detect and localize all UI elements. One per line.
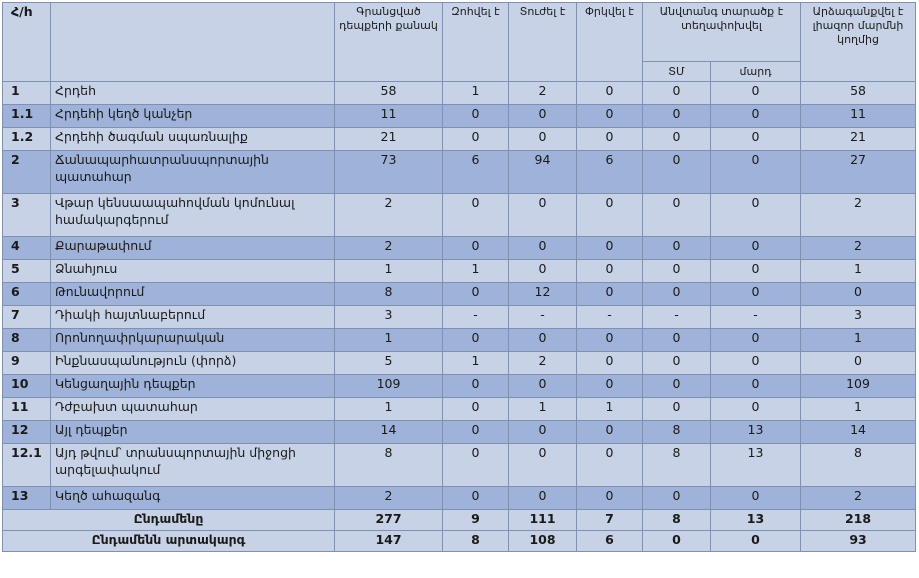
row-value: 0 <box>643 151 711 194</box>
row-name: Դիակի հայտնաբերում <box>51 306 335 329</box>
table-row <box>3 82 916 105</box>
row-number: 13 <box>3 487 51 510</box>
row-value: 8 <box>643 444 711 487</box>
table-row <box>3 260 916 283</box>
row-value: 14 <box>801 421 916 444</box>
row-value: 2 <box>801 237 916 260</box>
row-value: 0 <box>577 421 643 444</box>
row-value: 1 <box>443 352 509 375</box>
row-value: 0 <box>509 128 577 151</box>
row-value: 0 <box>443 329 509 352</box>
row-value: 8 <box>643 421 711 444</box>
table-row <box>3 105 916 128</box>
row-value: 0 <box>711 128 801 151</box>
row-name: Դժբախտ պատահար <box>51 398 335 421</box>
row-value: 1 <box>509 398 577 421</box>
table-row <box>3 151 916 194</box>
row-number: 1.2 <box>3 128 51 151</box>
row-value: 0 <box>577 260 643 283</box>
total-value: 9 <box>443 510 509 531</box>
row-value: 0 <box>509 194 577 237</box>
row-value: 0 <box>577 375 643 398</box>
row-value: 5 <box>335 352 443 375</box>
row-value: 0 <box>711 194 801 237</box>
table-row <box>3 283 916 306</box>
row-value: 8 <box>801 444 916 487</box>
row-value: 0 <box>643 237 711 260</box>
row-value: 0 <box>577 194 643 237</box>
row-value: 0 <box>711 398 801 421</box>
table-body <box>3 82 916 552</box>
row-value: 0 <box>509 487 577 510</box>
row-value: 0 <box>711 352 801 375</box>
incident-statistics-table <box>2 2 916 552</box>
row-value: 0 <box>801 283 916 306</box>
row-value: 0 <box>443 105 509 128</box>
row-value: 13 <box>711 444 801 487</box>
total-value: 111 <box>509 510 577 531</box>
row-value: 0 <box>509 105 577 128</box>
row-value: 8 <box>335 444 443 487</box>
row-number: 12.1 <box>3 444 51 487</box>
total-value: 7 <box>577 510 643 531</box>
total-value: 0 <box>711 531 801 552</box>
total-value: 13 <box>711 510 801 531</box>
row-value: 0 <box>509 444 577 487</box>
row-value: 0 <box>443 375 509 398</box>
header-injured: Տուժել է <box>509 3 577 82</box>
row-value: 12 <box>509 283 577 306</box>
table-row <box>3 329 916 352</box>
row-name: Հրդեհի ծագման սպառնալիք <box>51 128 335 151</box>
row-value: 0 <box>577 487 643 510</box>
row-value: 13 <box>711 421 801 444</box>
row-value: 1 <box>335 398 443 421</box>
row-value: 0 <box>577 82 643 105</box>
row-value: 21 <box>801 128 916 151</box>
table-row <box>3 352 916 375</box>
row-value: 0 <box>509 329 577 352</box>
header-evacuated-vehicles: ՏՄ <box>643 62 711 82</box>
row-value: 0 <box>711 260 801 283</box>
table-row <box>3 487 916 510</box>
row-value: 0 <box>577 237 643 260</box>
header-rescued: Փրկվել է <box>577 3 643 82</box>
row-value: 0 <box>577 128 643 151</box>
row-value: 6 <box>443 151 509 194</box>
row-value: 109 <box>335 375 443 398</box>
row-value: 0 <box>509 375 577 398</box>
row-value: 0 <box>711 487 801 510</box>
total-value: 6 <box>577 531 643 552</box>
row-value: 0 <box>643 375 711 398</box>
row-value: 8 <box>335 283 443 306</box>
row-value: 58 <box>801 82 916 105</box>
row-value: 0 <box>711 375 801 398</box>
row-name: Որոնողափրկարարական <box>51 329 335 352</box>
row-value: 2 <box>801 487 916 510</box>
row-value: 109 <box>801 375 916 398</box>
row-value: 0 <box>443 128 509 151</box>
row-value: 0 <box>643 128 711 151</box>
row-value: 58 <box>335 82 443 105</box>
row-value: 0 <box>643 283 711 306</box>
row-value: 0 <box>643 105 711 128</box>
row-name: Ճանապարհատրանսպորտային պատահար <box>51 151 335 194</box>
row-value: 0 <box>443 487 509 510</box>
row-value: 0 <box>577 105 643 128</box>
header-reported: Գրանցված դեպքերի քանակ <box>335 3 443 82</box>
row-name: Հրդեհի կեղծ կանչեր <box>51 105 335 128</box>
row-value: 0 <box>577 352 643 375</box>
row-value: 2 <box>335 194 443 237</box>
row-number: 2 <box>3 151 51 194</box>
total-value: 0 <box>643 531 711 552</box>
row-value: 0 <box>443 444 509 487</box>
row-value: 6 <box>577 151 643 194</box>
row-value: 0 <box>509 421 577 444</box>
header-number: Հ/h <box>3 3 51 82</box>
table-row <box>3 398 916 421</box>
row-value: 0 <box>711 82 801 105</box>
row-value: 0 <box>443 283 509 306</box>
row-value: 11 <box>335 105 443 128</box>
row-value: 11 <box>801 105 916 128</box>
row-value: 0 <box>443 194 509 237</box>
row-value: 0 <box>577 444 643 487</box>
row-number: 12 <box>3 421 51 444</box>
row-value: 1 <box>801 260 916 283</box>
row-name: Թունավորում <box>51 283 335 306</box>
total-value: 218 <box>801 510 916 531</box>
total-value: 108 <box>509 531 577 552</box>
row-value: 73 <box>335 151 443 194</box>
row-value: 2 <box>335 237 443 260</box>
row-name: Այլ դեպքեր <box>51 421 335 444</box>
row-value: 2 <box>509 82 577 105</box>
row-name: Հրդեհ <box>51 82 335 105</box>
table-row <box>3 128 916 151</box>
row-number: 8 <box>3 329 51 352</box>
row-value: - <box>577 306 643 329</box>
row-value: 0 <box>643 487 711 510</box>
row-value: 0 <box>443 237 509 260</box>
table-row <box>3 237 916 260</box>
row-value: 0 <box>509 260 577 283</box>
row-value: 3 <box>801 306 916 329</box>
row-value: 1 <box>335 260 443 283</box>
table-row <box>3 444 916 487</box>
row-value: 14 <box>335 421 443 444</box>
row-value: 0 <box>643 260 711 283</box>
header-evacuated-people: մարդ <box>711 62 801 82</box>
row-value: 0 <box>577 329 643 352</box>
header-responded: Արձագանքվել է լիազոր մարմնի կողմից <box>801 3 916 82</box>
row-value: 1 <box>443 82 509 105</box>
row-value: 0 <box>643 194 711 237</box>
row-value: 1 <box>577 398 643 421</box>
row-value: 0 <box>643 398 711 421</box>
table-row <box>3 421 916 444</box>
table-row <box>3 194 916 237</box>
row-value: 1 <box>443 260 509 283</box>
row-value: - <box>711 306 801 329</box>
row-value: 1 <box>335 329 443 352</box>
row-value: 0 <box>801 352 916 375</box>
row-name: Ինքնասպանություն (փորձ) <box>51 352 335 375</box>
row-number: 7 <box>3 306 51 329</box>
row-value: 1 <box>801 329 916 352</box>
row-value: 0 <box>643 352 711 375</box>
row-value: 0 <box>711 329 801 352</box>
total-value: 147 <box>335 531 443 552</box>
row-value: - <box>443 306 509 329</box>
row-number: 5 <box>3 260 51 283</box>
row-value: - <box>509 306 577 329</box>
row-value: 0 <box>711 151 801 194</box>
total-value: 8 <box>443 531 509 552</box>
table-row <box>3 375 916 398</box>
row-number: 3 <box>3 194 51 237</box>
row-value: 0 <box>443 421 509 444</box>
row-name: Կենցաղային դեպքեր <box>51 375 335 398</box>
row-value: 2 <box>801 194 916 237</box>
total-label: Ընդամենը <box>3 510 335 531</box>
row-number: 1 <box>3 82 51 105</box>
row-number: 6 <box>3 283 51 306</box>
row-value: - <box>643 306 711 329</box>
row-value: 27 <box>801 151 916 194</box>
total-value: 93 <box>801 531 916 552</box>
row-number: 9 <box>3 352 51 375</box>
row-value: 2 <box>509 352 577 375</box>
row-name: Վթար կենսաապահովման կոմունալ համակարգերում <box>51 194 335 237</box>
row-name: Ձնահյուս <box>51 260 335 283</box>
row-name: Կեղծ ահազանգ <box>51 487 335 510</box>
total-value: 8 <box>643 510 711 531</box>
row-value: 0 <box>643 82 711 105</box>
row-value: 21 <box>335 128 443 151</box>
row-value: 0 <box>711 105 801 128</box>
row-value: 0 <box>711 237 801 260</box>
row-name: Այդ թվում՝ տրանսպորտային միջոցի արգելափակում <box>51 444 335 487</box>
row-value: 1 <box>801 398 916 421</box>
row-number: 10 <box>3 375 51 398</box>
row-number: 4 <box>3 237 51 260</box>
header-killed: Զոհվել է <box>443 3 509 82</box>
total-row <box>3 531 916 552</box>
table-row <box>3 306 916 329</box>
row-value: 94 <box>509 151 577 194</box>
row-value: 0 <box>443 398 509 421</box>
row-value: 0 <box>509 237 577 260</box>
header-name <box>51 3 335 82</box>
row-value: 0 <box>577 283 643 306</box>
row-number: 1.1 <box>3 105 51 128</box>
total-value: 277 <box>335 510 443 531</box>
header-evacuated: Անվտանգ տարածք է տեղափոխվել <box>643 3 801 62</box>
row-value: 2 <box>335 487 443 510</box>
row-name: Քարաթափում <box>51 237 335 260</box>
total-row <box>3 510 916 531</box>
row-value: 0 <box>711 283 801 306</box>
row-value: 3 <box>335 306 443 329</box>
row-number: 11 <box>3 398 51 421</box>
total-label: Ընդամենն արտակարգ <box>3 531 335 552</box>
row-value: 0 <box>643 329 711 352</box>
